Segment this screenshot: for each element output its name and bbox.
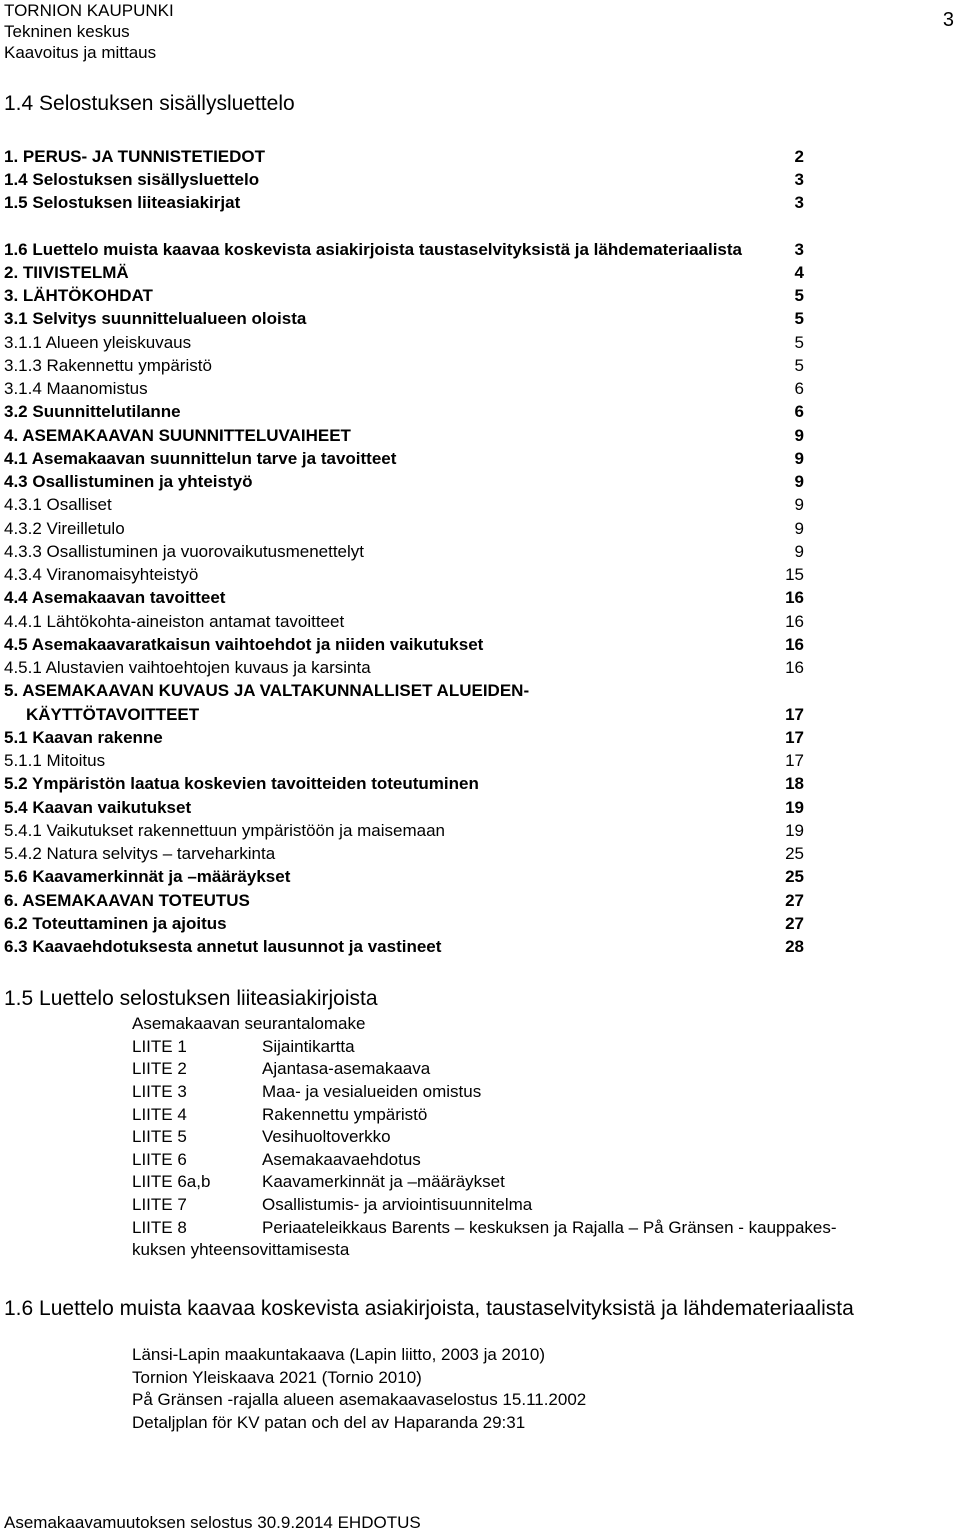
toc-entry-page: 25 — [785, 844, 804, 864]
toc-entry — [4, 726, 804, 749]
attachment-code: LIITE 4 — [132, 1104, 187, 1124]
toc-entry-page: 27 — [785, 890, 804, 910]
toc-entry — [4, 424, 804, 447]
toc-entry-page: 27 — [785, 913, 804, 933]
table-of-contents — [4, 145, 804, 959]
toc-entry-title: 5.2 Ympäristön laatua koskevien tavoitteiden toteutuminen — [4, 774, 479, 794]
toc-entry-title: 4.3.2 Vireilletulo — [4, 518, 125, 538]
toc-entry — [4, 680, 804, 703]
toc-entry-title: 4.3 Osallistuminen ja yhteistyö — [4, 472, 253, 492]
toc-entry-title: 3.1 Selvitys suunnittelualueen oloista — [4, 309, 307, 329]
attachment-name: Maa- ja vesialueiden omistus — [262, 1082, 482, 1102]
toc-entry — [4, 540, 804, 563]
toc-entry-page: 17 — [785, 727, 804, 747]
attachment-item — [132, 1149, 942, 1172]
header-department: Tekninen keskus — [4, 22, 130, 41]
attachment-name: Rakennettu ympäristö — [262, 1104, 428, 1124]
background-document-item: På Gränsen -rajalla alueen asemakaavaselostus 15.11.2002 — [132, 1390, 587, 1410]
attachment-name: Vesihuoltoverkko — [262, 1127, 391, 1147]
attachment-item — [132, 1081, 942, 1104]
attachment-code: LIITE 7 — [132, 1195, 187, 1215]
toc-entry-page: 17 — [785, 704, 804, 724]
toc-entry-page: 4 — [794, 262, 804, 282]
toc-entry — [4, 889, 804, 912]
toc-entry — [4, 354, 804, 377]
toc-entry — [4, 610, 804, 633]
toc-entry — [4, 192, 804, 215]
background-document-item: Länsi-Lapin maakuntakaava (Lapin liitto, 2003 ja 2010) — [132, 1345, 545, 1365]
attachment-code: LIITE 6a,b — [132, 1172, 211, 1192]
header-organization: TORNION KAUPUNKI — [4, 1, 174, 20]
toc-entry-title: 5.4.2 Natura selvitys – tarveharkinta — [4, 844, 276, 864]
toc-entry — [4, 215, 804, 262]
attachment-code: LIITE 8 — [132, 1217, 187, 1237]
toc-entry-title: 6. ASEMAKAAVAN TOTEUTUS — [4, 890, 250, 910]
toc-entry-page: 9 — [794, 495, 804, 515]
toc-entry-page: 17 — [785, 751, 804, 771]
toc-entry — [4, 587, 804, 610]
toc-entry-page: 6 — [794, 379, 804, 399]
toc-entry-page: 9 — [794, 541, 804, 561]
toc-entry-title: 4.1 Asemakaavan suunnittelun tarve ja tavoitteet — [4, 448, 397, 468]
toc-entry — [4, 750, 804, 773]
header-unit: Kaavoitus ja mittaus — [4, 43, 157, 62]
toc-entry-page: 19 — [785, 820, 804, 840]
toc-entry-page: 3 — [794, 240, 804, 259]
attachment-item — [132, 1216, 942, 1239]
attachment-code: LIITE 1 — [132, 1036, 187, 1056]
background-document-item: Tornion Yleiskaava 2021 (Tornio 2010) — [132, 1367, 422, 1387]
toc-entry-title: 1.6 Luettelo muista kaavaa koskevista asiakirjoista taustaselvityksistä ja lähdemateriaalista — [4, 240, 743, 259]
toc-entry-title: 5.1 Kaavan rakenne — [4, 727, 163, 747]
toc-entry — [4, 308, 804, 331]
toc-entry-title: 3.1.4 Maanomistus — [4, 379, 148, 399]
toc-entry-title: 5.6 Kaavamerkinnät ja –määräykset — [4, 867, 291, 887]
toc-entry — [4, 261, 804, 284]
toc-entry — [4, 796, 804, 819]
toc-entry — [4, 657, 804, 680]
toc-entry-title: 4.5.1 Alustavien vaihtoehtojen kuvaus ja karsinta — [4, 658, 371, 678]
document-footer: Asemakaavamuutoksen selostus 30.9.2014 EHDOTUS — [4, 1513, 421, 1532]
toc-entry-page: 15 — [785, 565, 804, 585]
toc-entry-title: 1. PERUS- JA TUNNISTETIEDOT — [4, 146, 266, 166]
attachment-item — [132, 1126, 942, 1149]
attachment-intro: Asemakaavan seurantalomake — [132, 1014, 366, 1034]
toc-entry — [4, 517, 804, 540]
attachment-item — [132, 1171, 942, 1194]
toc-entry — [4, 471, 804, 494]
toc-entry-page: 9 — [794, 425, 804, 445]
toc-entry — [4, 168, 804, 191]
toc-entry-page: 2 — [794, 146, 804, 166]
toc-entry-page: 28 — [785, 937, 804, 957]
attachment-code: LIITE 5 — [132, 1127, 187, 1147]
toc-entry-title: 4. ASEMAKAAVAN SUUNNITTELUVAIHEET — [4, 425, 351, 445]
toc-entry-page: 5 — [794, 332, 804, 352]
section-heading-attachments: 1.5 Luettelo selostuksen liiteasiakirjoista — [4, 987, 378, 1010]
toc-entry-title: 5.1.1 Mitoitus — [4, 751, 106, 771]
section-heading-background-docs: 1.6 Luettelo muista kaavaa koskevista asiakirjoista, taustaselvityksistä ja lähdemateriaalista — [4, 1297, 854, 1320]
page-number: 3 — [942, 9, 954, 31]
toc-entry — [4, 447, 804, 470]
toc-entry — [4, 564, 804, 587]
toc-entry-page: 9 — [794, 472, 804, 492]
toc-entry-page: 16 — [785, 658, 804, 678]
toc-entry-page: 19 — [785, 797, 804, 817]
attachment-item — [132, 1058, 942, 1081]
toc-entry-title: 6.3 Kaavaehdotuksesta annetut lausunnot ja vastineet — [4, 937, 442, 957]
toc-entry-title: 3.2 Suunnittelutilanne — [4, 402, 181, 422]
attachment-name: Osallistumis- ja arviointisuunnitelma — [262, 1195, 533, 1215]
toc-entry-page: 5 — [794, 309, 804, 329]
background-document-item: Detaljplan för KV patan och del av Haparanda 29:31 — [132, 1413, 526, 1433]
toc-entry-page: 5 — [794, 286, 804, 306]
toc-entry — [4, 843, 804, 866]
attachment-item — [132, 1036, 942, 1059]
toc-entry — [4, 331, 804, 354]
attachment-code: LIITE 6 — [132, 1149, 187, 1169]
toc-entry-title: 4.4.1 Lähtökohta-aineiston antamat tavoitteet — [4, 611, 345, 631]
toc-entry — [4, 912, 804, 935]
toc-entry-title: 3.1.1 Alueen yleiskuvaus — [4, 332, 192, 352]
attachment-list — [132, 1013, 942, 1262]
toc-entry-title: 1.5 Selostuksen liiteasiakirjat — [4, 193, 241, 213]
attachment-continuation: kuksen yhteensovittamisesta — [132, 1240, 350, 1260]
background-document-list — [132, 1344, 586, 1434]
toc-entry — [4, 494, 804, 517]
attachment-code: LIITE 3 — [132, 1082, 187, 1102]
toc-entry-title: 4.3.4 Viranomaisyhteistyö — [4, 565, 199, 585]
toc-entry-title: 6.2 Toteuttaminen ja ajoitus — [4, 913, 227, 933]
toc-entry-title: 2. TIIVISTELMÄ — [4, 262, 129, 282]
toc-entry — [4, 145, 804, 168]
attachment-item — [132, 1103, 942, 1126]
toc-entry-page: 3 — [794, 169, 804, 189]
toc-entry-title: 3. LÄHTÖKOHDAT — [4, 286, 153, 306]
attachment-code: LIITE 2 — [132, 1059, 187, 1079]
toc-entry-title: 5.4.1 Vaikutukset rakennettuun ympäristöön ja maisemaan — [4, 820, 445, 840]
section-heading-toc: 1.4 Selostuksen sisällysluettelo — [4, 92, 295, 115]
toc-entry — [4, 401, 804, 424]
toc-entry — [4, 378, 804, 401]
toc-entry-title: 5. ASEMAKAAVAN KUVAUS JA VALTAKUNNALLISET ALUEIDEN- — [4, 681, 530, 701]
toc-entry — [4, 703, 804, 726]
toc-entry-page: 6 — [794, 402, 804, 422]
toc-entry-page: 16 — [785, 611, 804, 631]
toc-entry-page: 18 — [785, 774, 804, 794]
toc-entry-page: 3 — [794, 193, 804, 213]
toc-entry-page: 16 — [785, 634, 804, 654]
attachment-item — [132, 1194, 942, 1217]
toc-entry — [4, 866, 804, 889]
toc-entry — [4, 819, 804, 842]
toc-entry-title: 3.1.3 Rakennettu ympäristö — [4, 355, 212, 375]
attachment-name: Ajantasa-asemakaava — [262, 1059, 431, 1079]
toc-entry — [4, 773, 804, 796]
toc-entry-page: 25 — [785, 867, 804, 887]
toc-entry — [4, 633, 804, 656]
toc-entry-title: 5.4 Kaavan vaikutukset — [4, 797, 192, 817]
toc-entry-title: 4.3.3 Osallistuminen ja vuorovaikutusmenettelyt — [4, 541, 365, 561]
toc-entry-title: 4.4 Asemakaavan tavoitteet — [4, 588, 226, 608]
toc-entry-page: 5 — [794, 355, 804, 375]
toc-entry-title: 4.5 Asemakaavaratkaisun vaihtoehdot ja niiden vaikutukset — [4, 634, 484, 654]
toc-entry-page: 9 — [794, 518, 804, 538]
attachment-name: Periaateleikkaus Barents – keskuksen ja Rajalla – På Gränsen - kauppakes- — [262, 1217, 837, 1237]
attachment-name: Sijaintikartta — [262, 1036, 355, 1056]
toc-entry-page: 16 — [785, 588, 804, 608]
toc-entry-title: 1.4 Selostuksen sisällysluettelo — [4, 169, 260, 189]
attachment-name: Kaavamerkinnät ja –määräykset — [262, 1172, 505, 1192]
attachment-name: Asemakaavaehdotus — [262, 1149, 421, 1169]
toc-entry — [4, 285, 804, 308]
toc-entry-title: KÄYTTÖTAVOITTEET — [26, 704, 200, 724]
document-header — [4, 0, 174, 63]
toc-entry-page: 9 — [794, 448, 804, 468]
toc-entry — [4, 936, 804, 959]
toc-entry-title: 4.3.1 Osalliset — [4, 495, 112, 515]
